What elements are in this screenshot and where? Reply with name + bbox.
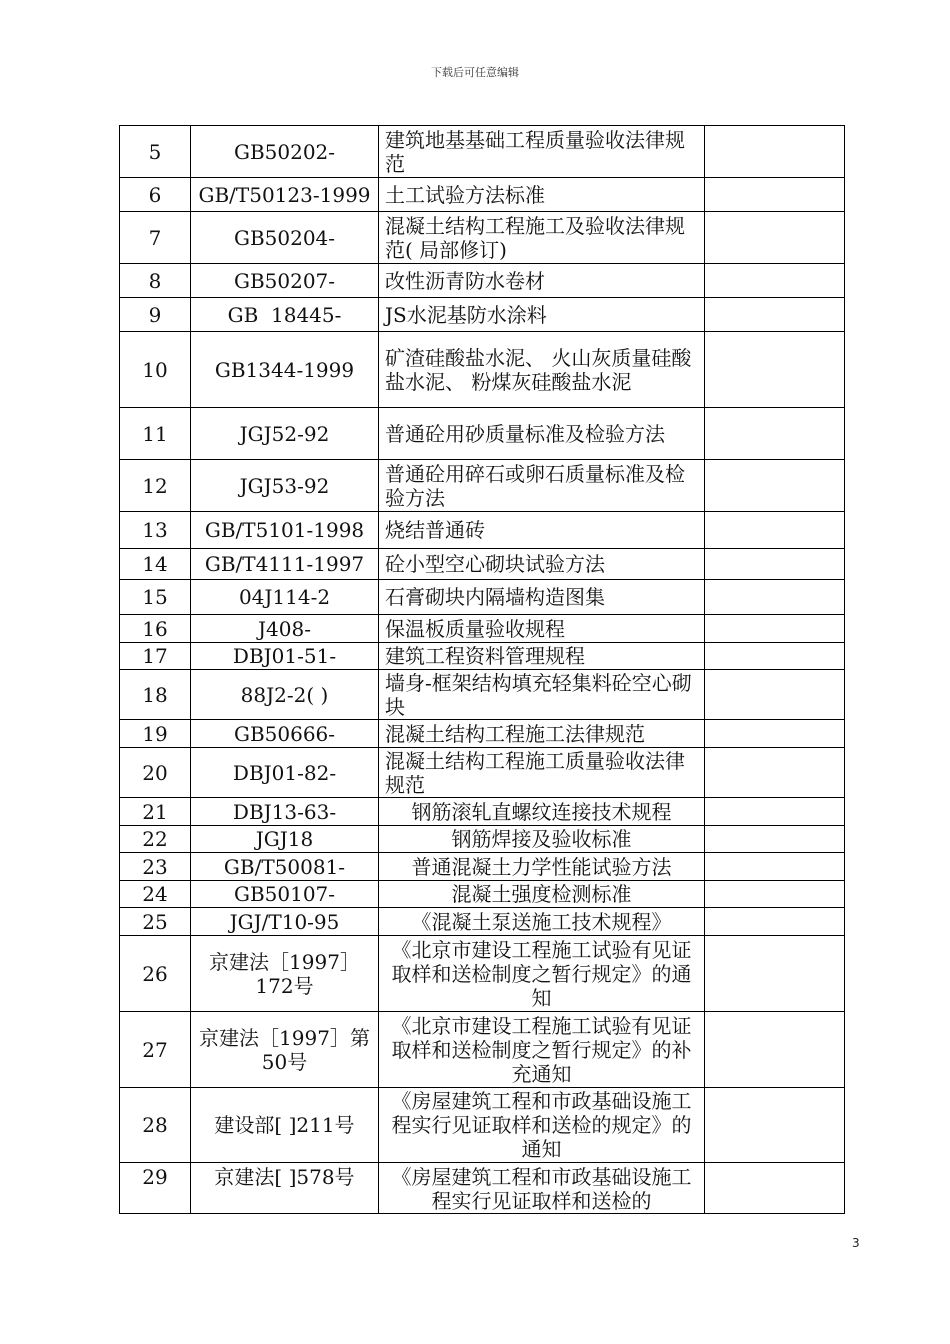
remarks-cell xyxy=(705,1163,845,1214)
standard-name: 石膏砌块内隔墙构造图集 xyxy=(379,580,705,615)
row-number: 18 xyxy=(120,670,191,720)
standard-name: JS水泥基防水涂料 xyxy=(379,298,705,332)
remarks-cell xyxy=(705,643,845,670)
table-row xyxy=(120,853,845,881)
table-row xyxy=(120,936,845,1012)
standard-code: 京建法［1997］172号 xyxy=(191,936,379,1012)
table-row xyxy=(120,212,845,264)
row-number: 27 xyxy=(120,1012,191,1088)
remarks-cell xyxy=(705,798,845,826)
standard-code: DBJ13-63- xyxy=(191,798,379,826)
standard-code: GB1344-1999 xyxy=(191,332,379,408)
standard-name: 钢筋焊接及验收标准 xyxy=(379,826,705,853)
row-number: 6 xyxy=(120,178,191,212)
standard-name: 墙身-框架结构填充轻集料砼空心砌块 xyxy=(379,670,705,720)
remarks-cell xyxy=(705,853,845,881)
standard-code: GB/T50081- xyxy=(191,853,379,881)
standard-name: 钢筋滚轧直螺纹连接技术规程 xyxy=(379,798,705,826)
table-row xyxy=(120,1012,845,1088)
row-number: 21 xyxy=(120,798,191,826)
standard-code: DBJ01-51- xyxy=(191,643,379,670)
row-number: 29 xyxy=(120,1163,191,1214)
table-row xyxy=(120,670,845,720)
remarks-cell xyxy=(705,720,845,748)
row-number: 12 xyxy=(120,460,191,512)
remarks-cell xyxy=(705,881,845,908)
standard-name: 建筑工程资料管理规程 xyxy=(379,643,705,670)
standard-code: JGJ52-92 xyxy=(191,408,379,460)
standard-code: J408- xyxy=(191,615,379,643)
table-row xyxy=(120,178,845,212)
table-row xyxy=(120,264,845,298)
standards-table xyxy=(119,125,845,1214)
remarks-cell xyxy=(705,748,845,798)
standard-name: 改性沥青防水卷材 xyxy=(379,264,705,298)
standard-name: 普通砼用碎石或卵石质量标准及检验方法 xyxy=(379,460,705,512)
page-number: 3 xyxy=(852,1236,860,1250)
remarks-cell xyxy=(705,212,845,264)
row-number: 20 xyxy=(120,748,191,798)
table-row xyxy=(120,881,845,908)
row-number: 25 xyxy=(120,908,191,936)
table-row xyxy=(120,908,845,936)
remarks-cell xyxy=(705,1012,845,1088)
standard-name: 土工试验方法标准 xyxy=(379,178,705,212)
remarks-cell xyxy=(705,512,845,549)
row-number: 13 xyxy=(120,512,191,549)
standard-code: JGJ53-92 xyxy=(191,460,379,512)
standard-name: 普通砼用砂质量标准及检验方法 xyxy=(379,408,705,460)
table-row xyxy=(120,332,845,408)
standard-code: JGJ/T10-95 xyxy=(191,908,379,936)
remarks-cell xyxy=(705,908,845,936)
remarks-cell xyxy=(705,298,845,332)
row-number: 5 xyxy=(120,126,191,178)
row-number: 9 xyxy=(120,298,191,332)
remarks-cell xyxy=(705,826,845,853)
table-row xyxy=(120,512,845,549)
table-row xyxy=(120,298,845,332)
table-row xyxy=(120,408,845,460)
remarks-cell xyxy=(705,1088,845,1163)
standard-code: GB50207- xyxy=(191,264,379,298)
standard-code: GB50107- xyxy=(191,881,379,908)
table-row xyxy=(120,826,845,853)
table-row xyxy=(120,643,845,670)
row-number: 22 xyxy=(120,826,191,853)
standard-code: GB/T50123-1999 xyxy=(191,178,379,212)
remarks-cell xyxy=(705,408,845,460)
standard-code: GB/T5101-1998 xyxy=(191,512,379,549)
row-number: 7 xyxy=(120,212,191,264)
standard-code: GB 18445- xyxy=(191,298,379,332)
standard-code: 88J2-2( ) xyxy=(191,670,379,720)
table-row xyxy=(120,549,845,580)
row-number: 17 xyxy=(120,643,191,670)
row-number: 14 xyxy=(120,549,191,580)
row-number: 11 xyxy=(120,408,191,460)
remarks-cell xyxy=(705,264,845,298)
table-row xyxy=(120,748,845,798)
standard-name: 混凝土结构工程施工质量验收法律规范 xyxy=(379,748,705,798)
standard-name: 保温板质量验收规程 xyxy=(379,615,705,643)
table-row xyxy=(120,126,845,178)
remarks-cell xyxy=(705,332,845,408)
remarks-cell xyxy=(705,670,845,720)
row-number: 24 xyxy=(120,881,191,908)
row-number: 10 xyxy=(120,332,191,408)
standard-code: JGJ18 xyxy=(191,826,379,853)
remarks-cell xyxy=(705,615,845,643)
standard-code: GB50204- xyxy=(191,212,379,264)
page-header: 下载后可任意编辑 xyxy=(431,66,519,79)
standard-code: GB50666- xyxy=(191,720,379,748)
standard-name: 《混凝土泵送施工技术规程》 xyxy=(379,908,705,936)
remarks-cell xyxy=(705,549,845,580)
standard-name: 砼小型空心砌块试验方法 xyxy=(379,549,705,580)
standard-code: 京建法[ ]578号 xyxy=(191,1163,379,1214)
standard-code: 京建法［1997］第50号 xyxy=(191,1012,379,1088)
remarks-cell xyxy=(705,178,845,212)
table-row xyxy=(120,580,845,615)
standard-name: 混凝土结构工程施工及验收法律规范( 局部修订) xyxy=(379,212,705,264)
table-row xyxy=(120,615,845,643)
standard-code: GB50202- xyxy=(191,126,379,178)
standard-name: 混凝土强度检测标准 xyxy=(379,881,705,908)
standard-code: GB/T4111-1997 xyxy=(191,549,379,580)
table-row xyxy=(120,720,845,748)
standard-name: 《房屋建筑工程和市政基础设施工程实行见证取样和送检的规定》的通知 xyxy=(379,1088,705,1163)
table-row xyxy=(120,1163,845,1214)
standard-name: 矿渣硅酸盐水泥、 火山灰质量硅酸盐水泥、 粉煤灰硅酸盐水泥 xyxy=(379,332,705,408)
standard-code: 04J114-2 xyxy=(191,580,379,615)
remarks-cell xyxy=(705,460,845,512)
standard-name: 烧结普通砖 xyxy=(379,512,705,549)
standard-name: 混凝土结构工程施工法律规范 xyxy=(379,720,705,748)
remarks-cell xyxy=(705,936,845,1012)
row-number: 16 xyxy=(120,615,191,643)
row-number: 8 xyxy=(120,264,191,298)
row-number: 28 xyxy=(120,1088,191,1163)
standard-code: 建设部[ ]211号 xyxy=(191,1088,379,1163)
standard-name: 《北京市建设工程施工试验有见证取样和送检制度之暂行规定》的通知 xyxy=(379,936,705,1012)
standard-code: DBJ01-82- xyxy=(191,748,379,798)
standard-name: 建筑地基基础工程质量验收法律规范 xyxy=(379,126,705,178)
row-number: 23 xyxy=(120,853,191,881)
row-number: 15 xyxy=(120,580,191,615)
standard-name: 《房屋建筑工程和市政基础设施工程实行见证取样和送检的 xyxy=(379,1163,705,1214)
row-number: 26 xyxy=(120,936,191,1012)
table-row xyxy=(120,1088,845,1163)
remarks-cell xyxy=(705,580,845,615)
remarks-cell xyxy=(705,126,845,178)
table-row xyxy=(120,798,845,826)
standard-name: 《北京市建设工程施工试验有见证取样和送检制度之暂行规定》的补充通知 xyxy=(379,1012,705,1088)
standard-name: 普通混凝土力学性能试验方法 xyxy=(379,853,705,881)
row-number: 19 xyxy=(120,720,191,748)
table-row xyxy=(120,460,845,512)
